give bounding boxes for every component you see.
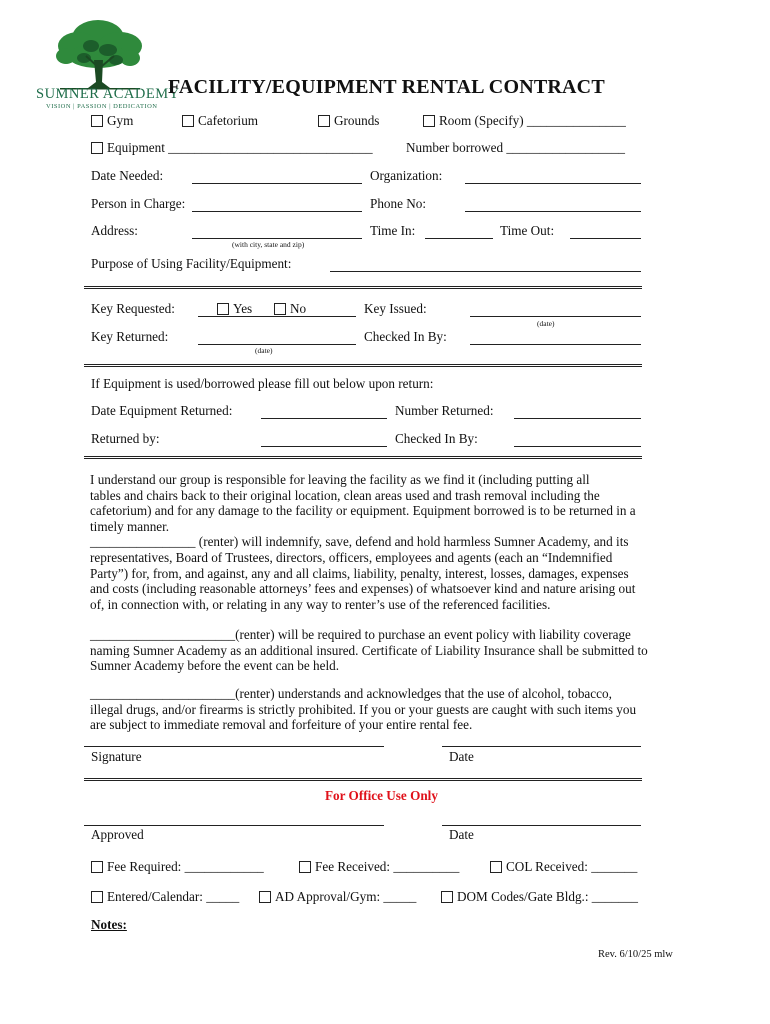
checkbox[interactable] <box>490 861 502 873</box>
paragraph-line: ______________________(renter) understands and acknowledges that the use of alcohol, tobacco, <box>90 686 612 701</box>
returned-by-input[interactable] <box>261 446 387 447</box>
address-input[interactable] <box>192 238 362 239</box>
approved-date-label: Date <box>449 827 474 842</box>
time-out-label: Time Out: <box>500 223 555 238</box>
checkbox[interactable] <box>274 303 286 315</box>
signature-input[interactable] <box>84 746 384 747</box>
section-divider <box>84 778 642 781</box>
return-checked-in-input[interactable] <box>514 446 641 447</box>
key-returned-input[interactable] <box>198 344 356 345</box>
signature-label: Signature <box>91 749 142 764</box>
address-hint: (with city, state and zip) <box>232 240 305 249</box>
key-requested-label: Key Requested: <box>91 301 175 316</box>
approved-date-input[interactable] <box>442 825 641 826</box>
person-in-charge-label: Person in Charge: <box>91 196 186 211</box>
paragraph-line: and costs (including reasonable attorneys’ fees and expenses) of whatsoever kind and nature arising out <box>90 581 636 597</box>
phone-input[interactable] <box>465 211 641 212</box>
number-returned-input[interactable] <box>514 418 641 419</box>
logo-tagline: VISION | PASSION | DEDICATION <box>46 103 158 110</box>
address-label: Address: <box>91 223 138 238</box>
phone-label: Phone No: <box>370 196 427 211</box>
option-cafetorium[interactable] <box>182 113 258 129</box>
paragraph-line: ________________ (renter) will indemnify, save, defend and hold harmless Sumner Academy, and its <box>90 534 629 550</box>
prohibition-paragraph <box>90 686 680 733</box>
checkbox[interactable] <box>182 115 194 127</box>
option-label: Cafetorium <box>198 113 259 128</box>
organization-input[interactable] <box>465 183 641 184</box>
return-checked-in-label: Checked In By: <box>395 431 478 446</box>
checkbox[interactable] <box>91 891 103 903</box>
organization-label: Organization: <box>370 168 443 183</box>
yes-label: Yes <box>233 301 253 316</box>
checkbox[interactable] <box>91 861 103 873</box>
notes-label: Notes: <box>91 917 127 932</box>
fee-received-option[interactable] <box>299 859 459 875</box>
fee-required-option[interactable] <box>91 859 264 875</box>
section-divider <box>84 456 642 459</box>
signature-date-label: Date <box>449 749 474 764</box>
time-in-input[interactable] <box>425 238 493 239</box>
approved-input[interactable] <box>84 825 384 826</box>
paragraph-line: naming Sumner Academy as an additional insured. Certificate of Liability Insurance shall be submitted to <box>90 642 648 658</box>
return-intro: If Equipment is used/borrowed please fill out below upon return: <box>91 376 434 391</box>
checkbox[interactable] <box>423 115 435 127</box>
option-label: Room (Specify) _______________ <box>439 113 626 128</box>
insurance-paragraph <box>90 627 680 674</box>
no-label: No <box>290 301 307 316</box>
dom-codes-option[interactable] <box>441 889 638 905</box>
person-in-charge-input[interactable] <box>192 211 362 212</box>
key-checked-in-label: Checked In By: <box>364 329 447 344</box>
paragraph-line: Party”) for, from, and against, any and all claims, liability, penalty, interest, losses, damages, expenses <box>90 565 629 581</box>
key-returned-label: Key Returned: <box>91 329 169 344</box>
ad-approval-option[interactable] <box>259 889 416 905</box>
paragraph-line: illegal drugs, and/or firearms is strictly prohibited. If you or your guests are caught with such items you <box>90 701 637 717</box>
equipment-label: Equipment _______________________________ <box>107 140 373 155</box>
key-issued-input[interactable] <box>470 316 641 317</box>
checkbox[interactable] <box>318 115 330 127</box>
page-title: FACILITY/EQUIPMENT RENTAL CONTRACT <box>168 76 605 98</box>
key-returned-date-hint: (date) <box>255 346 273 355</box>
paragraph-line: timely manner. <box>90 518 170 534</box>
date-needed-label: Date Needed: <box>91 168 164 183</box>
signature-date-input[interactable] <box>442 746 641 747</box>
paragraph-line: cafetorium) and for any damage to the facility or equipment. Equipment borrowed is to be returned in a <box>90 503 636 519</box>
fee-received-label: Fee Received: __________ <box>315 859 460 874</box>
option-grounds[interactable] <box>318 113 379 129</box>
number-borrowed-field[interactable]: Number borrowed __________________ <box>406 140 626 155</box>
key-yes-option[interactable] <box>217 301 252 317</box>
checkbox[interactable] <box>441 891 453 903</box>
paragraph-line: are subject to immediate removal and forfeiture of your entire rental fee. <box>90 717 473 733</box>
purpose-input[interactable] <box>330 271 641 272</box>
key-issued-label: Key Issued: <box>364 301 427 316</box>
key-checked-in-input[interactable] <box>470 344 641 345</box>
entered-calendar-option[interactable] <box>91 889 239 905</box>
office-use-heading: For Office Use Only <box>325 788 438 803</box>
col-received-label: COL Received: _______ <box>506 859 638 874</box>
time-in-label: Time In: <box>370 223 416 238</box>
checkbox[interactable] <box>217 303 229 315</box>
paragraph-line: Sumner Academy before the event can be held. <box>90 658 339 674</box>
responsibility-paragraph <box>90 472 680 612</box>
fee-required-label: Fee Required: ____________ <box>107 859 264 874</box>
checkbox[interactable] <box>299 861 311 873</box>
paragraph-line: of, in connection with, or relating in any way to renter’s use of the referenced facilities. <box>90 596 551 612</box>
dom-codes-label: DOM Codes/Gate Bldg.: _______ <box>457 889 638 904</box>
approved-label: Approved <box>91 827 144 842</box>
returned-by-label: Returned by: <box>91 431 160 446</box>
key-issued-date-hint: (date) <box>537 319 555 328</box>
col-received-option[interactable] <box>490 859 637 875</box>
checkbox[interactable] <box>91 142 103 154</box>
option-gym[interactable] <box>91 113 133 129</box>
checkbox[interactable] <box>91 115 103 127</box>
date-returned-input[interactable] <box>261 418 387 419</box>
option-label: Gym <box>107 113 134 128</box>
section-divider <box>84 364 642 367</box>
paragraph-line: tables and chairs back to their original location, clean areas used and trash removal including the <box>90 487 600 503</box>
key-no-option[interactable] <box>274 301 306 317</box>
date-returned-label: Date Equipment Returned: <box>91 403 233 418</box>
revision-footer: Rev. 6/10/25 mlw <box>598 949 673 960</box>
number-returned-label: Number Returned: <box>395 403 494 418</box>
option-label: Grounds <box>334 113 380 128</box>
tree-logo-icon <box>36 16 164 90</box>
time-out-input[interactable] <box>570 238 641 239</box>
entered-calendar-label: Entered/Calendar: _____ <box>107 889 240 904</box>
purpose-label: Purpose of Using Facility/Equipment: <box>91 256 292 271</box>
date-needed-input[interactable] <box>192 183 362 184</box>
paragraph-line: representatives, Board of Trustees, directors, officers, employees and agents (each an “Indemnified <box>90 549 613 565</box>
paragraph-line: I understand our group is responsible for leaving the facility as we find it (including putting all <box>90 472 590 487</box>
paragraph-line: ______________________(renter) will be required to purchase an event policy with liability coverage <box>90 627 631 642</box>
logo-name: SUMNER ACADEMY <box>36 86 180 102</box>
option-equipment[interactable] <box>91 140 373 156</box>
section-divider <box>84 286 642 289</box>
option-room[interactable] <box>423 113 626 129</box>
logo <box>36 16 180 112</box>
checkbox[interactable] <box>259 891 271 903</box>
ad-approval-label: AD Approval/Gym: _____ <box>275 889 417 904</box>
